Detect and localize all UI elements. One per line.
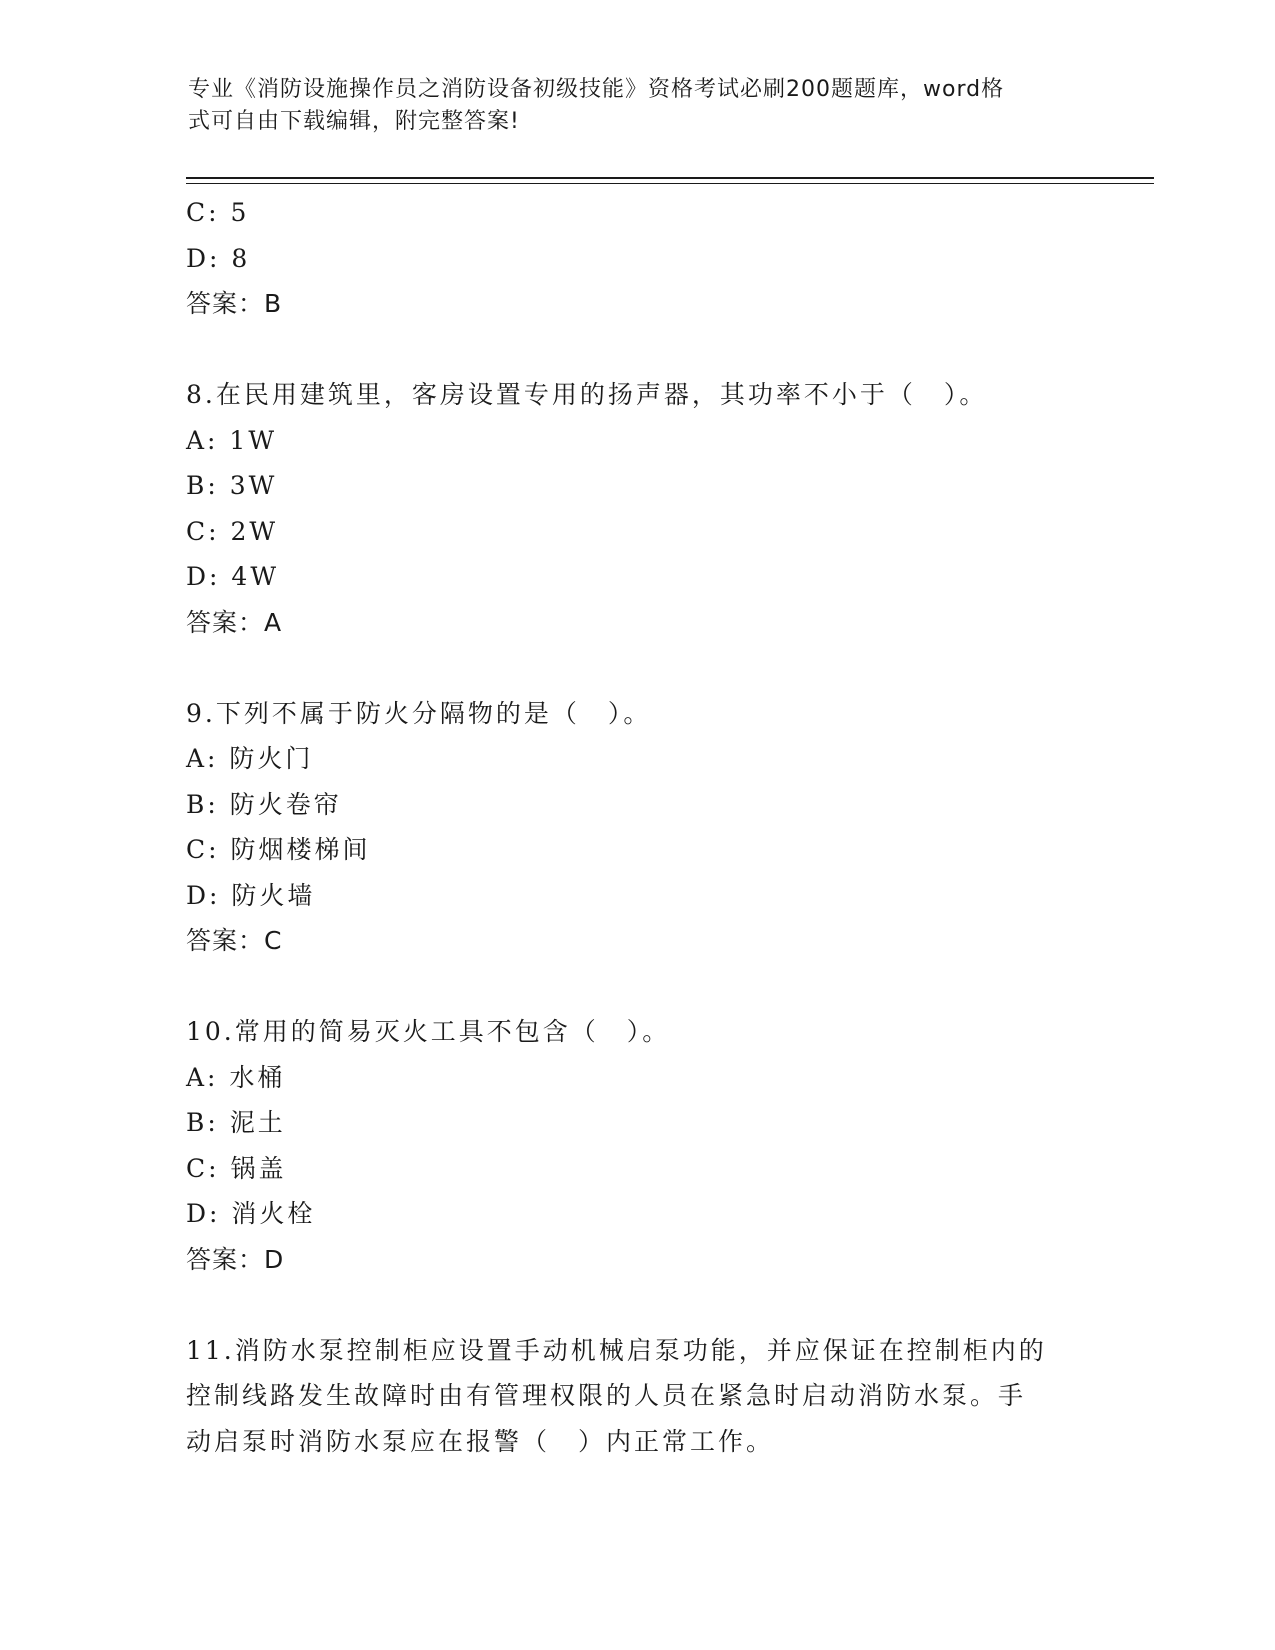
header-divider-thin	[186, 183, 1154, 184]
question-11	[186, 1328, 1086, 1465]
question-list	[186, 190, 1086, 1464]
question-stem: 9.下列不属于防火分隔物的是（ ）。	[186, 698, 652, 728]
document-header	[188, 74, 1068, 138]
question-stem-line-2: 控制线路发生故障时由有管理权限的人员在紧急时启动消防水泵。手	[186, 1381, 1027, 1410]
option-a: A: 水桶	[186, 1062, 286, 1092]
spacer	[186, 1282, 1086, 1328]
question-stem-line-1: 11.消防水泵控制柜应设置手动机械启泵功能，并应保证在控制柜内的	[186, 1335, 1047, 1365]
answer-line: 答案：C	[186, 926, 283, 955]
option-d: D: 8	[186, 243, 251, 273]
option-b: B: 3W	[186, 471, 278, 500]
option-c: C: 锅盖	[186, 1153, 287, 1183]
spacer	[186, 645, 1086, 691]
option-d: D: 消火栓	[186, 1199, 316, 1228]
option-d: D: 4W	[186, 562, 280, 591]
option-b: B: 泥土	[186, 1108, 286, 1137]
question-stem: 8.在民用建筑里，客房设置专用的扬声器，其功率不小于（ ）。	[186, 380, 988, 409]
answer-line: 答案：D	[186, 1244, 285, 1274]
option-a: A: 1W	[186, 425, 278, 455]
answer-line: 答案：B	[186, 289, 283, 318]
question-stem-line-3: 动启泵时消防水泵应在报警（ ）内正常工作。	[186, 1426, 775, 1456]
option-d: D: 防火墙	[186, 880, 316, 910]
option-c: C: 2W	[186, 516, 279, 546]
header-line-2: 式可自由下载编辑，附完整答案!	[188, 109, 520, 134]
option-a: A: 防火门	[186, 744, 314, 773]
header-divider-thick	[186, 177, 1154, 179]
option-b: B: 防火卷帘	[186, 789, 342, 819]
answer-line: 答案：A	[186, 607, 283, 637]
spacer	[186, 964, 1086, 1010]
question-stem: 10.常用的简易灭火工具不包含（ ）。	[186, 1017, 671, 1046]
header-line-1: 专业《消防设施操作员之消防设备初级技能》资格考试必刷200题题库，word格	[188, 77, 1005, 102]
question-9	[186, 691, 1086, 964]
question-7-tail	[186, 190, 1086, 327]
option-c: C: 防烟楼梯间	[186, 835, 371, 864]
question-10	[186, 1009, 1086, 1282]
option-c: C: 5	[186, 198, 250, 227]
question-8	[186, 372, 1086, 645]
spacer	[186, 327, 1086, 373]
